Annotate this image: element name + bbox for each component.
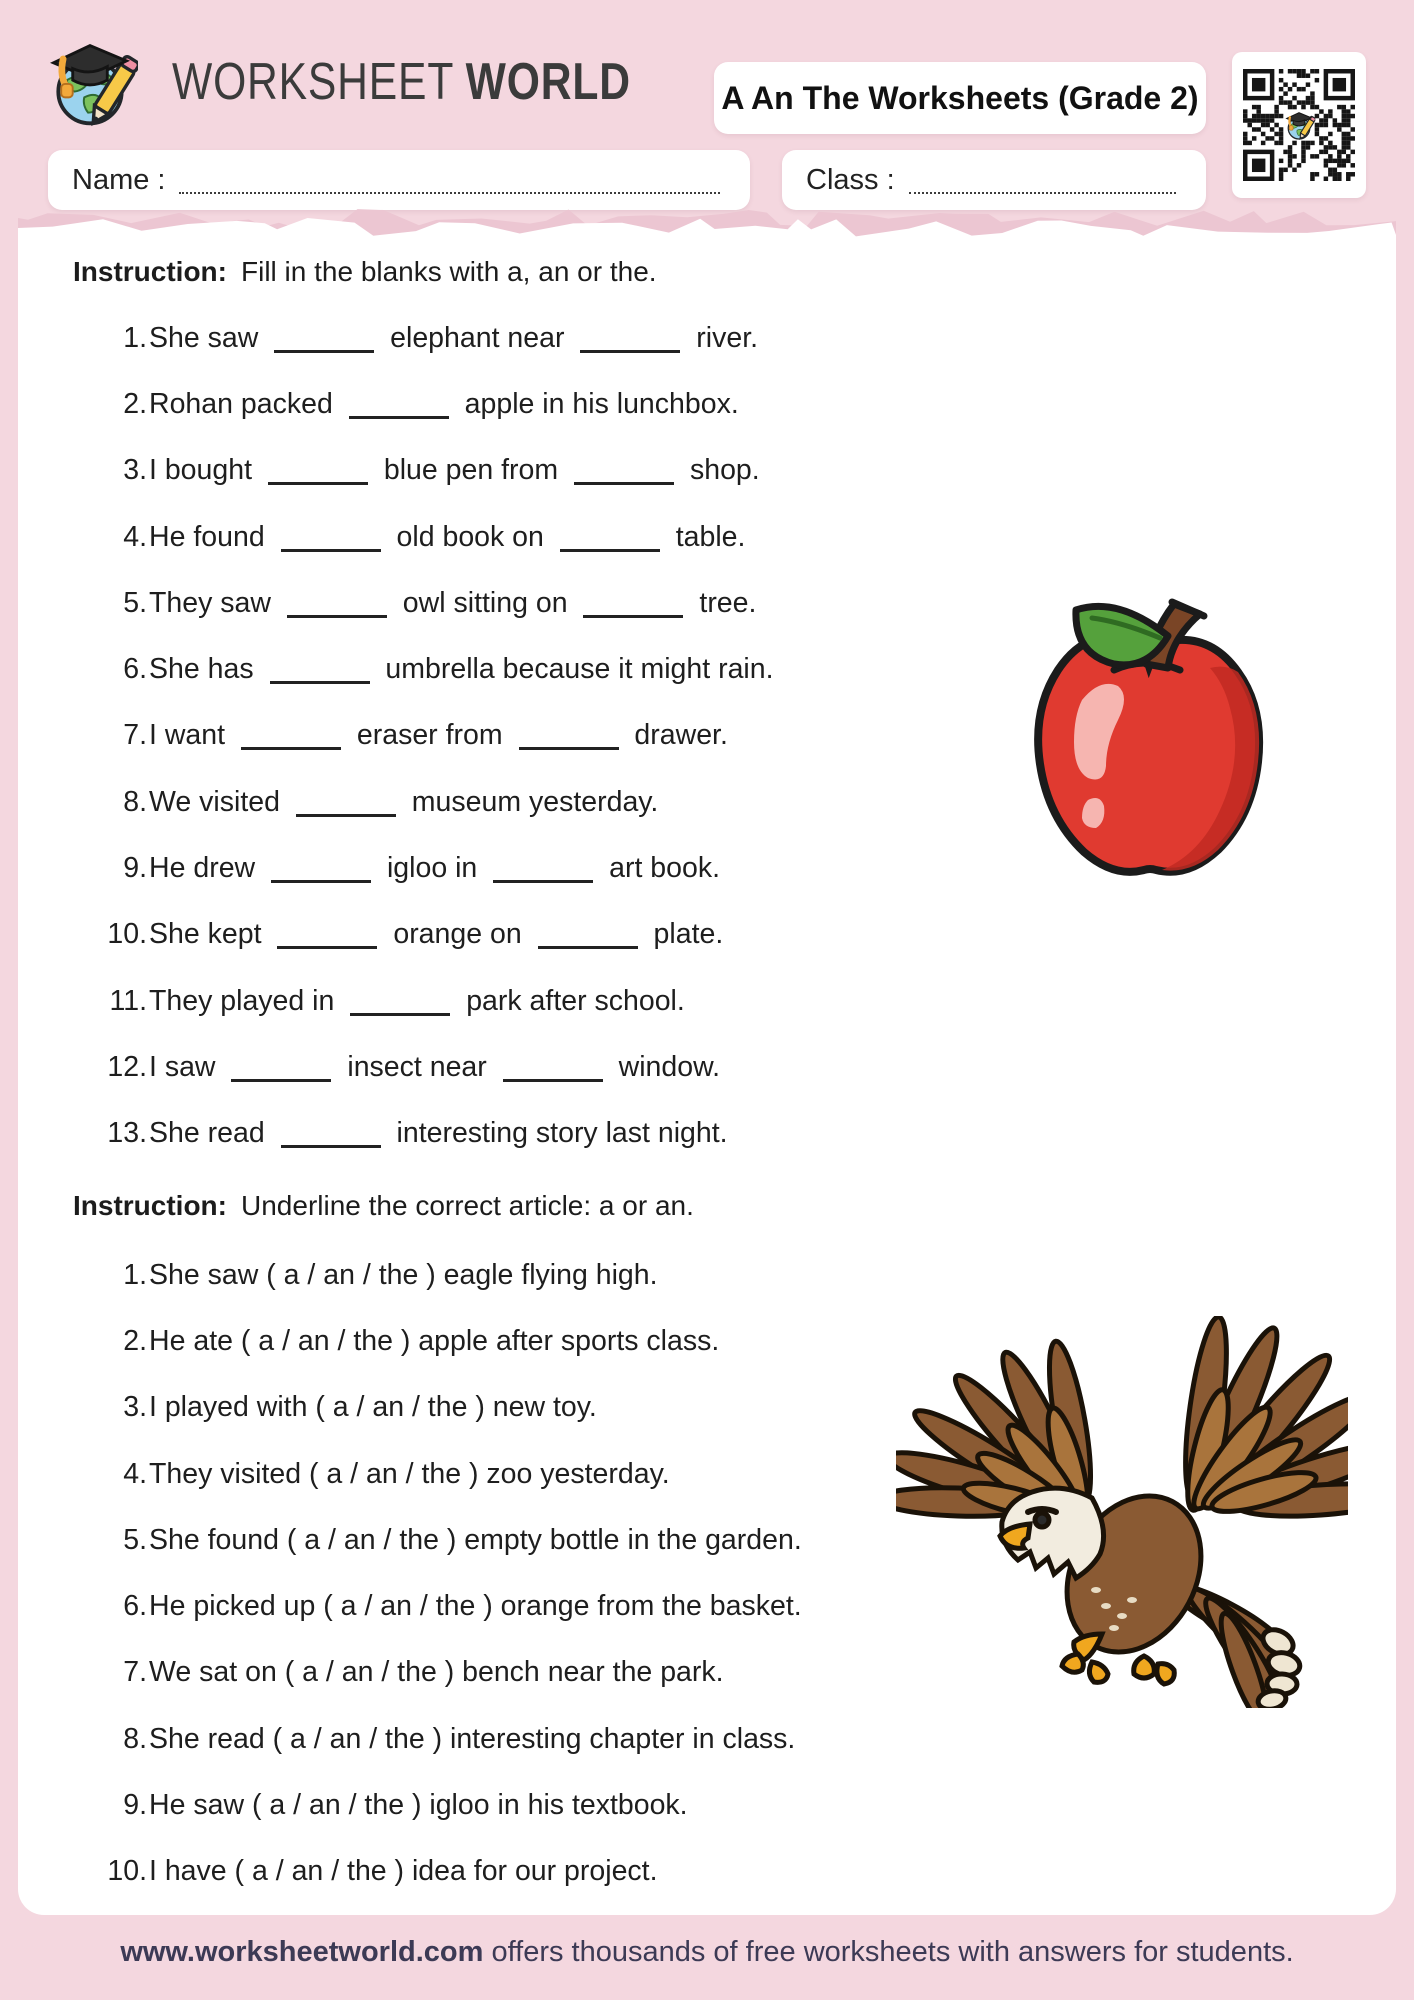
item-text: He saw ( a / an / the ) igloo in his textbook. [149,1789,688,1822]
exercise-item [73,1101,1073,1167]
answer-blank[interactable] [268,482,368,485]
worksheet-title-box [714,62,1206,134]
answer-blank[interactable] [583,615,683,618]
item-number: 3. [123,454,147,487]
exercise-item [73,1839,1073,1905]
item-number: 6. [123,1590,147,1623]
item-number: 4. [123,1457,147,1490]
item-number: 8. [123,1722,147,1755]
qr-code-icon [1243,69,1355,181]
worksheet-world-logo-icon [42,34,138,130]
item-number: 2. [123,1324,147,1357]
answer-blank[interactable] [231,1079,331,1082]
item-text: They saw owl sitting on tree. [149,586,757,619]
name-field [48,150,750,210]
item-number: 7. [123,719,147,752]
item-text: Rohan packed apple in his lunchbox. [149,387,739,420]
answer-blank[interactable] [271,880,371,883]
answer-blank[interactable] [560,549,660,552]
item-text: She found ( a / an / the ) empty bottle in the garden. [149,1523,802,1556]
item-text: She saw elephant near river. [149,321,759,354]
answer-blank[interactable] [270,681,370,684]
item-text: I bought blue pen from shop. [149,454,760,487]
page-title: A An The Worksheets (Grade 2) [721,79,1199,116]
item-number: 4. [123,520,147,553]
item-text: I saw insect near window. [149,1050,720,1083]
qr-code [1232,52,1366,198]
answer-blank[interactable] [287,615,387,618]
answer-blank[interactable] [350,1013,450,1016]
item-text: He picked up ( a / an / the ) orange from the basket. [149,1590,802,1623]
item-number: 9. [123,1789,147,1822]
item-number: 10. [107,918,147,951]
class-field [782,150,1206,210]
item-text: She saw ( a / an / the ) eagle flying high. [149,1258,658,1291]
exercise-item [73,902,1073,968]
instruction-1-text: Fill in the blanks with a, an or the. [241,256,657,287]
item-text: She read ( a / an / the ) interesting chapter in class. [149,1722,796,1755]
item-number: 2. [123,387,147,420]
item-text: She has umbrella because it might rain. [149,653,774,686]
answer-blank[interactable] [503,1079,603,1082]
footer-text [0,1936,1414,1969]
exercise-item [73,835,1073,901]
exercise-item [73,1706,1073,1772]
item-text: We visited museum yesterday. [149,785,659,818]
exercise-item [73,968,1073,1034]
item-text: She read interesting story last night. [149,1117,728,1150]
item-number: 8. [123,785,147,818]
exercise-item [73,305,1073,371]
brand-word-worksheet: WORKSHEET [172,53,455,111]
exercise-item [73,1242,1073,1308]
item-number: 7. [123,1656,147,1689]
exercise-item [73,504,1073,570]
item-number: 3. [123,1391,147,1424]
exercise-item [73,769,1073,835]
item-text: They played in park after school. [149,984,685,1017]
item-number: 5. [123,1523,147,1556]
item-number: 1. [123,1258,147,1291]
item-number: 13. [107,1117,147,1150]
instruction-2-text: Underline the correct article: a or an. [241,1190,694,1221]
item-number: 6. [123,653,147,686]
exercise-item [73,636,1073,702]
exercise-item [73,371,1073,437]
answer-blank[interactable] [519,747,619,750]
answer-blank[interactable] [274,350,374,353]
item-text: They visited ( a / an / the ) zoo yesterday. [149,1457,670,1490]
item-number: 5. [123,586,147,619]
answer-blank[interactable] [241,747,341,750]
answer-blank[interactable] [349,416,449,419]
footer-site-link[interactable]: www.worksheetworld.com [120,1936,484,1968]
torn-paper-edge [18,206,1396,246]
answer-blank[interactable] [296,814,396,817]
name-input-line[interactable] [179,192,720,194]
item-text: He drew igloo in art book. [149,852,721,885]
answer-blank[interactable] [538,946,638,949]
instruction-1-label: Instruction: [73,256,227,287]
item-number: 1. [123,321,147,354]
item-text: I played with ( a / an / the ) new toy. [149,1391,597,1424]
instruction-1 [73,256,657,288]
exercise-item [73,1034,1073,1100]
item-number: 12. [107,1050,147,1083]
answer-blank[interactable] [281,549,381,552]
item-number: 9. [123,852,147,885]
class-input-line[interactable] [909,192,1176,194]
exercise-item [73,1772,1073,1838]
footer-tagline: offers thousands of free worksheets with answers for students. [483,1936,1294,1968]
exercise-item [73,570,1073,636]
item-text: I want eraser from drawer. [149,719,728,752]
eagle-illustration [896,1316,1348,1708]
answer-blank[interactable] [493,880,593,883]
instruction-2-label: Instruction: [73,1190,227,1221]
exercise-item [73,438,1073,504]
apple-illustration [1022,578,1270,888]
item-number: 10. [107,1855,147,1888]
answer-blank[interactable] [580,350,680,353]
answer-blank[interactable] [574,482,674,485]
item-text: He found old book on table. [149,520,746,553]
fill-in-blanks-list [73,305,1073,1167]
instruction-2 [73,1190,694,1222]
name-label: Name : [72,163,166,196]
answer-blank[interactable] [281,1145,381,1148]
brand-word-world: WORLD [465,53,631,111]
item-text: We sat on ( a / an / the ) bench near the park. [149,1656,724,1689]
brand-name [172,52,631,112]
exercise-item [73,703,1073,769]
item-text: He ate ( a / an / the ) apple after sports class. [149,1324,720,1357]
class-label: Class : [806,163,895,196]
item-text: She kept orange on plate. [149,918,724,951]
item-text: I have ( a / an / the ) idea for our project. [149,1855,658,1888]
answer-blank[interactable] [277,946,377,949]
item-number: 11. [109,984,147,1017]
